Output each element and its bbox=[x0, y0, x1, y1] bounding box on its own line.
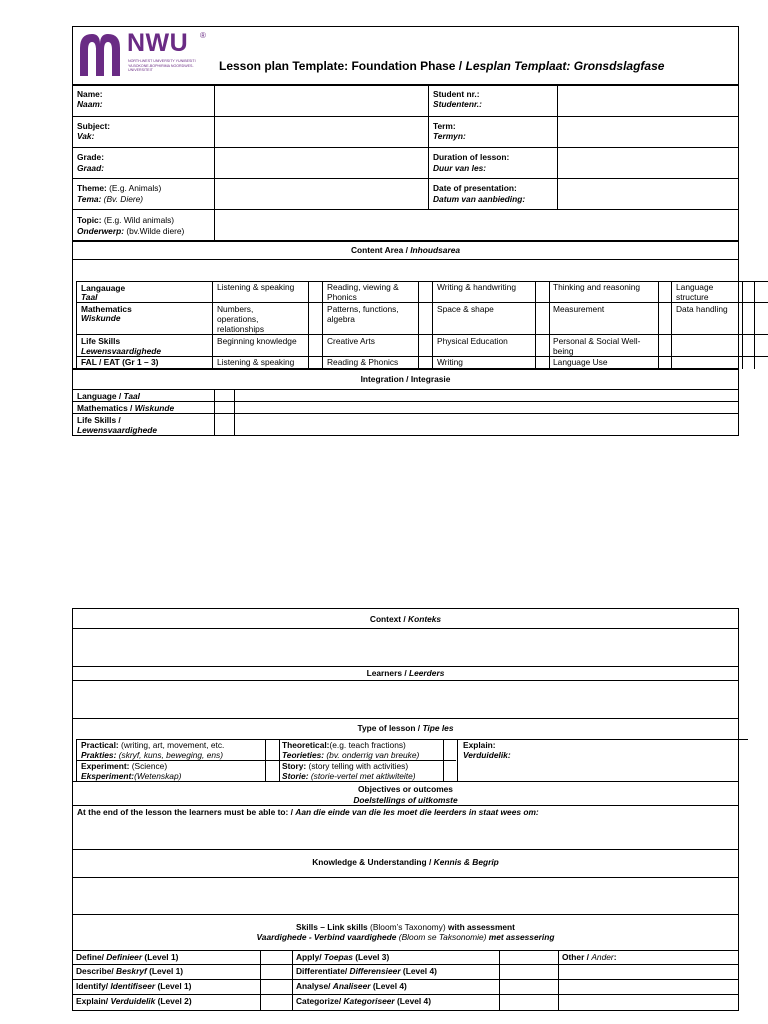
content-lifeskills-label-af: Lewensvaardighede bbox=[81, 346, 162, 356]
lesson-practical: Practical: (writing, art, movement, etc. bbox=[81, 740, 225, 750]
grade-label: Grade: bbox=[77, 152, 104, 162]
skill-define: Define/ Definieer (Level 1) bbox=[76, 952, 179, 962]
lesson-story-af: Storie: (storie-vertel met aktiwiteite) bbox=[282, 771, 416, 781]
content-area-heading: Content Area / Inhoudsarea bbox=[350, 245, 461, 255]
content-mathematics-label-af: Wiskunde bbox=[81, 313, 121, 323]
skill-identify: Identify/ Identifiseer (Level 1) bbox=[76, 981, 192, 991]
duration-label: Duration of lesson: bbox=[433, 152, 510, 162]
skill-explain: Explain/ Verduidelik (Level 2) bbox=[76, 996, 192, 1006]
term-label-af: Termyn: bbox=[433, 131, 466, 141]
content-area-grid bbox=[76, 281, 768, 369]
grade-label-af: Graad: bbox=[77, 163, 104, 173]
objectives-statement: At the end of the lesson the learners must be able to: / Aan die einde van die les moet die leerders in staat wees om: bbox=[77, 807, 539, 817]
subject-label: Subject: bbox=[77, 121, 111, 131]
learners-heading: Learners / Leerders bbox=[366, 668, 445, 678]
student-nr-label: Student nr.: bbox=[433, 89, 480, 99]
content-language-label-af: Taal bbox=[81, 292, 98, 302]
page-title-en: Lesson plan Template: Foundation Phase / bbox=[219, 59, 466, 73]
content-cell: Language structure bbox=[676, 282, 714, 302]
subject-label-af: Vak: bbox=[77, 131, 95, 141]
skill-describe: Describe/ Beskryf (Level 1) bbox=[76, 966, 184, 976]
lesson-type-heading: Type of lesson / Tipe les bbox=[357, 723, 454, 733]
page-title bbox=[219, 59, 664, 73]
content-cell: Listening & speaking bbox=[217, 357, 295, 367]
duration-label-af: Duur van les: bbox=[433, 163, 487, 173]
content-fal-label: FAL / EAT (Gr 1 – 3) bbox=[81, 357, 159, 367]
content-cell: Writing bbox=[437, 357, 463, 367]
content-cell: Measurement bbox=[553, 304, 605, 314]
name-label-af: Naam: bbox=[77, 99, 103, 109]
lesson-experiment-af: Eksperiment:(Wetenskap) bbox=[81, 771, 182, 781]
name-label: Name: bbox=[77, 89, 103, 99]
objectives-heading-af: Doelstellings of uitkomste bbox=[353, 795, 458, 805]
objectives-heading: Objectives or outcomes bbox=[358, 784, 453, 794]
date-label-af: Datum van aanbieding: bbox=[433, 194, 526, 204]
integration-lifeskills-af: Lewensvaardighede bbox=[77, 425, 158, 435]
logo-wordmark: NWU bbox=[127, 29, 189, 57]
lesson-theoretical: Theoretical:(e.g. teach fractions) bbox=[282, 740, 406, 750]
skills-heading: Skills – Link skills (Bloom’s Taxonomy) with assessment bbox=[296, 922, 515, 932]
integration-language: Language / Taal bbox=[77, 391, 140, 401]
knowledge-heading: Knowledge & Understanding / Kennis & Begrip bbox=[312, 857, 499, 867]
theme-label-af: Tema: (Bv. Diere) bbox=[77, 194, 144, 204]
context-heading: Context / Konteks bbox=[369, 614, 442, 624]
skill-apply: Apply/ Toepas (Level 3) bbox=[296, 952, 390, 962]
skill-categorize: Categorize/ Kategoriseer (Level 4) bbox=[296, 996, 431, 1006]
content-cell: Data handling bbox=[676, 304, 728, 314]
skill-other: Other / Ander: bbox=[562, 952, 617, 962]
content-cell: Thinking and reasoning bbox=[553, 282, 641, 292]
skills-heading-af: Vaardighede - Verbind vaardighede (Bloom se Taksonomie) met assessering bbox=[256, 932, 555, 942]
integration-lifeskills: Life Skills / bbox=[77, 415, 121, 425]
content-cell: Listening & speaking bbox=[217, 282, 295, 292]
skill-differentiate: Differentiate/ Differensieer (Level 4) bbox=[296, 966, 437, 976]
lesson-story: Story: (story telling with activities) bbox=[282, 761, 409, 771]
logo-registered-mark: ® bbox=[200, 31, 206, 40]
integration-mathematics: Mathematics / Wiskunde bbox=[77, 403, 175, 413]
lesson-explain-af: Verduidelik: bbox=[463, 750, 511, 760]
skill-analyse: Analyse/ Analiseer (Level 4) bbox=[296, 981, 407, 991]
lesson-explain: Explain: bbox=[463, 740, 496, 750]
content-cell: Numbers, operations, relationships bbox=[217, 304, 265, 334]
content-cell: Reading, viewing & Phonics bbox=[327, 282, 399, 302]
lesson-experiment: Experiment: (Science) bbox=[81, 761, 168, 771]
content-cell: Creative Arts bbox=[327, 336, 375, 346]
content-cell: Language Use bbox=[553, 357, 608, 367]
lesson-theoretical-af: Teorieties: (bv. onderrig van breuke) bbox=[282, 750, 420, 760]
content-lifeskills-label: Life Skills bbox=[81, 336, 121, 346]
page-title-af: Lesplan Templaat: Gronsdslagfase bbox=[465, 59, 665, 73]
theme-label: Theme: (E.g. Animals) bbox=[77, 183, 162, 193]
content-cell: Beginning knowledge bbox=[217, 336, 297, 346]
logo-subtext: NORTH-WEST UNIVERSITY YUNIBESITI YA BOKONE-BOPHIRIMA NOORDWES-UNIVERSITEIT bbox=[128, 59, 196, 72]
content-cell: Writing & handwriting bbox=[437, 282, 516, 292]
content-mathematics-label: Mathematics bbox=[81, 304, 132, 314]
topic-label-af: Onderwerp: (bv.Wilde diere) bbox=[77, 226, 185, 236]
term-label: Term: bbox=[433, 121, 456, 131]
date-label: Date of presentation: bbox=[433, 183, 517, 193]
content-cell: Space & shape bbox=[437, 304, 494, 314]
content-cell: Reading & Phonics bbox=[327, 357, 399, 367]
student-nr-label-af: Studentenr.: bbox=[433, 99, 482, 109]
content-cell: Patterns, functions, algebra bbox=[327, 304, 399, 324]
content-language-label: Langauage bbox=[81, 283, 126, 293]
content-cell: Physical Education bbox=[437, 336, 508, 346]
integration-heading: Integration / Integrasie bbox=[360, 374, 451, 384]
lesson-practical-af: Prakties: (skryf, kuns, beweging, ens) bbox=[81, 750, 223, 760]
content-cell: Personal & Social Well-being bbox=[553, 336, 641, 356]
topic-label: Topic: (E.g. Wild animals) bbox=[77, 215, 175, 225]
nwu-logo-emblem-icon bbox=[76, 30, 124, 80]
